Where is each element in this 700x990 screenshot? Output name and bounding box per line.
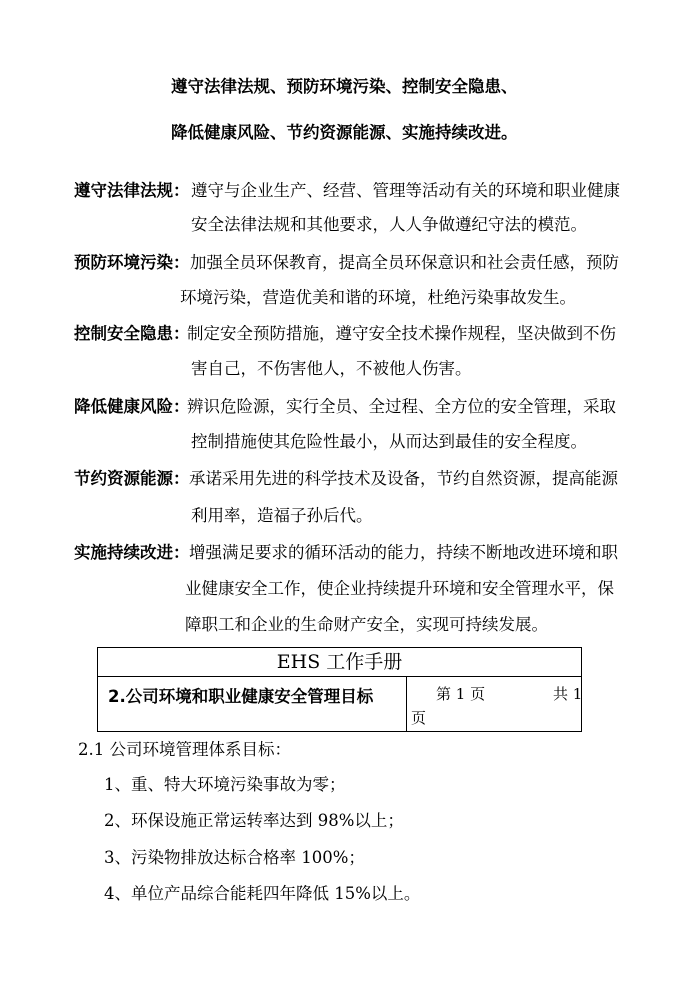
headline-line-1: 遵守法律法规、预防环境污染、控制安全隐患、 xyxy=(171,77,518,96)
policy-text: 承诺采用先进的科学技术及设备，节约自然资源，提高能源 xyxy=(189,469,618,488)
policy-text: 加强全员环保教育，提高全员环保意识和社会责任感，预防 xyxy=(190,253,619,272)
policy-term: 预防环境污染： xyxy=(74,253,190,272)
section-heading: 2.1 公司环境管理体系目标： xyxy=(78,740,291,759)
policy-text: 遵守与企业生产、经营、管理等活动有关的环境和职业健康 xyxy=(191,181,620,200)
policy-text: 控制措施使其危险性最小，从而达到最佳的安全程度。 xyxy=(191,432,587,451)
list-item: 1、重、特大环境污染事故为零； xyxy=(104,775,346,794)
policy-term: 降低健康风险： xyxy=(74,397,190,416)
policy-text: 增强满足要求的循环活动的能力，持续不断地改进环境和职 xyxy=(189,543,618,562)
policy-text: 害自己，不伤害他人，不被他人伤害。 xyxy=(191,359,472,378)
headline-line-2: 降低健康风险、节约资源能源、实施持续改进。 xyxy=(171,123,518,142)
page-number: 第 1 页 xyxy=(436,685,486,703)
policy-term: 节约资源能源： xyxy=(74,469,190,488)
policy-text: 障职工和企业的生命财产安全，实现可持续发展。 xyxy=(185,615,548,634)
policy-text: 安全法律法规和其他要求，人人争做遵纪守法的模范。 xyxy=(191,215,587,234)
manual-header-table xyxy=(97,647,582,732)
list-item: 3、污染物排放达标合格率 100%； xyxy=(104,848,365,867)
page-info-cell xyxy=(407,677,581,732)
policy-text: 业健康安全工作，使企业持续提升环境和安全管理水平，保 xyxy=(185,579,614,598)
policy-text: 辨识危险源，实行全员、全过程、全方位的安全管理，采取 xyxy=(187,397,616,416)
section-title-cell xyxy=(98,677,407,732)
policy-term: 实施持续改进： xyxy=(74,543,190,562)
section-title: 2.公司环境和职业健康安全管理目标 xyxy=(108,687,374,706)
list-item: 2、环保设施正常运转率达到 98%以上； xyxy=(104,811,404,830)
policy-term: 遵守法律法规： xyxy=(74,181,190,200)
policy-text: 制定安全预防措施，遵守安全技术操作规程，坚决做到不伤 xyxy=(187,324,616,343)
total-pages: 共 1 xyxy=(553,685,583,703)
policy-term: 控制安全隐患： xyxy=(74,324,190,343)
manual-title: EHS 工作手册 xyxy=(98,648,581,677)
total-pages-suffix: 页 xyxy=(411,709,427,727)
policy-text: 环境污染，营造优美和谐的环境，杜绝污染事故发生。 xyxy=(180,288,576,307)
list-item: 4、单位产品综合能耗四年降低 15%以上。 xyxy=(104,884,421,903)
policy-text: 利用率，造福子孙后代。 xyxy=(191,506,373,525)
